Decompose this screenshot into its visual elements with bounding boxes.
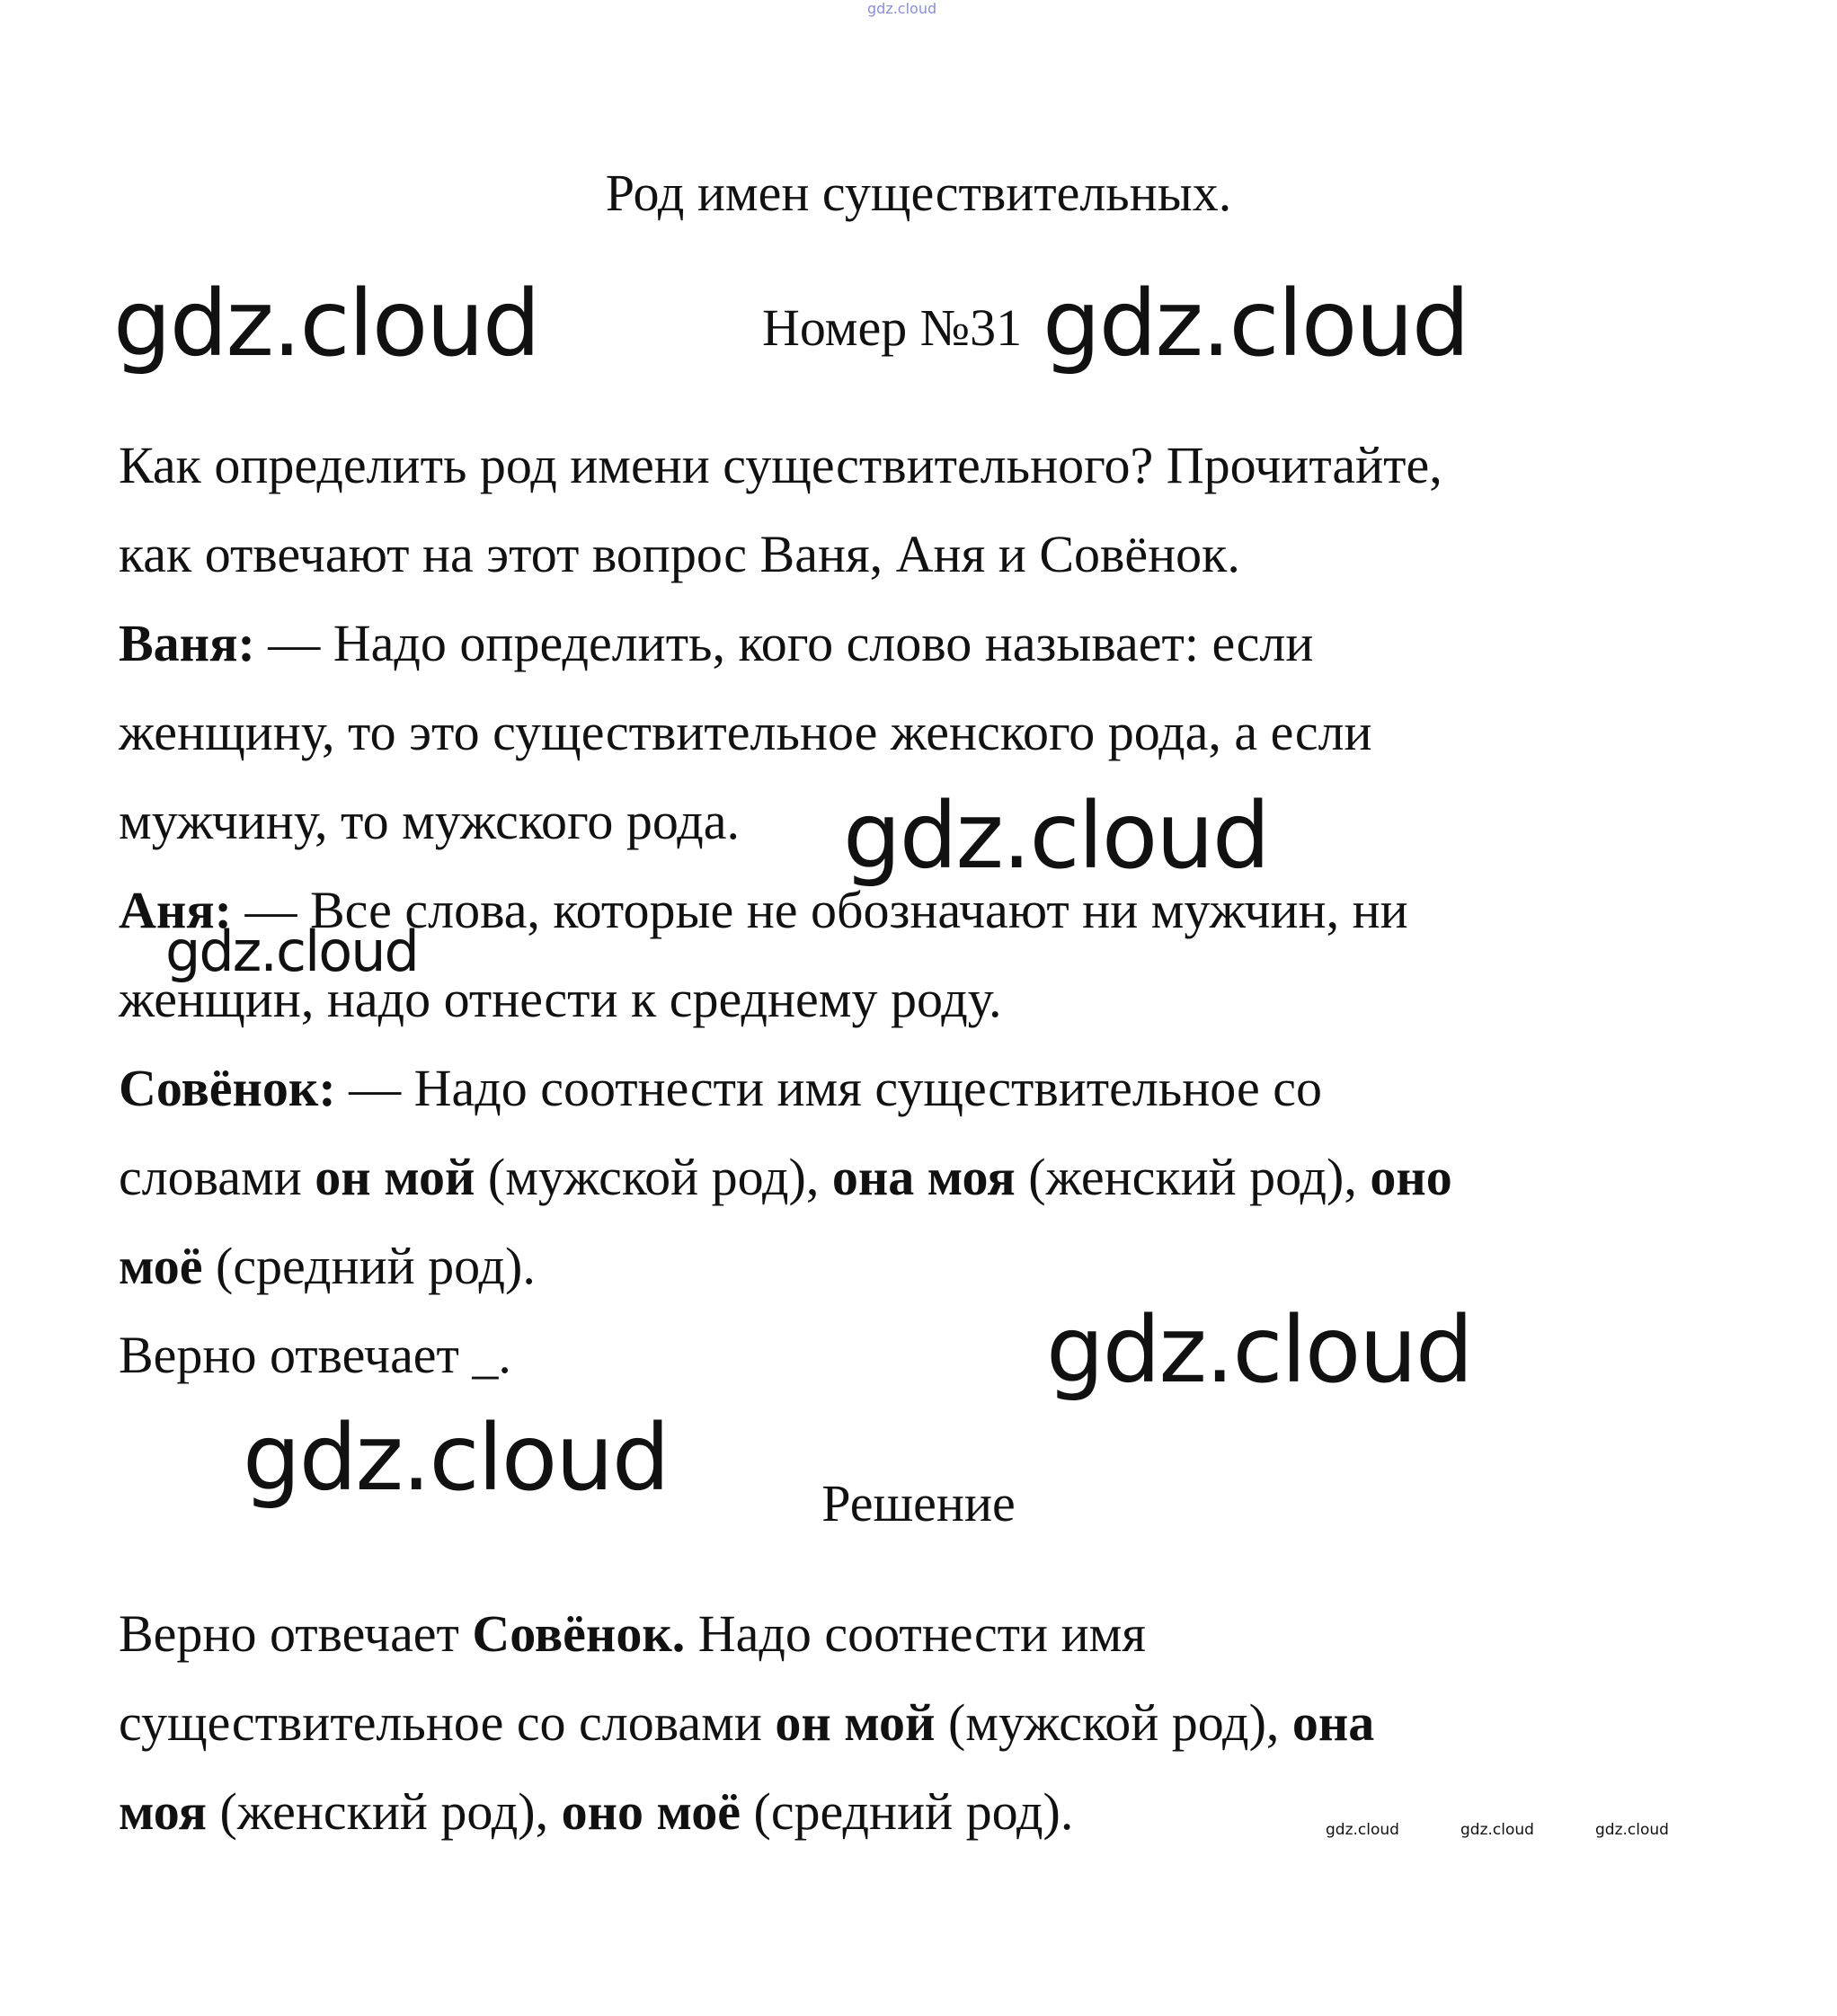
bold-answer: Совёнок. (472, 1604, 686, 1663)
watermark-tiny-2: gdz.cloud (1460, 1821, 1534, 1839)
text-span: Верно отвечает (119, 1604, 473, 1663)
task-prompt: Верно отвечает _. (119, 1326, 511, 1384)
task-intro-line2: как отвечают на этот вопрос Ваня, Аня и Совёнок. (119, 525, 1240, 583)
text-span: (средний род). (741, 1782, 1074, 1841)
solution-text (119, 1589, 1736, 1856)
page-title: Род имен существительных. (605, 164, 1232, 222)
sovenok-answer-line2 (119, 1132, 1736, 1221)
vanya-text: — Надо определить, кого слово называет: если (254, 614, 1314, 672)
watermark-tiny-3: gdz.cloud (1595, 1821, 1669, 1839)
bold-ona: она (1291, 1693, 1375, 1752)
watermark-tiny-1: gdz.cloud (1326, 1821, 1399, 1839)
text-span: (мужской род), (475, 1148, 832, 1206)
text-span: (средний род). (202, 1237, 536, 1295)
text-span: (мужской род), (935, 1693, 1292, 1752)
vanya-answer-line1 (119, 599, 1736, 688)
anya-text: — Все слова, которые не обозначают ни мужчин, ни (232, 881, 1408, 939)
sovenok-answer-line3 (119, 1221, 1736, 1310)
bold-ono-moyo: оно моё (561, 1782, 741, 1841)
task-text (119, 421, 1736, 1404)
sovenok-answer-line1 (119, 1044, 1736, 1132)
text-span: Надо соотнести имя (685, 1604, 1146, 1663)
sovenok-text: — Надо соотнести имя существительное со (335, 1059, 1322, 1117)
watermark-top: gdz.cloud (867, 0, 937, 17)
sovenok-name: Совёнок: (119, 1059, 336, 1117)
bold-ona-moya: она моя (831, 1148, 1016, 1206)
watermark-small-left: gdz.cloud (165, 919, 418, 984)
watermark-left: gdz.cloud (113, 271, 539, 377)
text-span: (женский род), (207, 1782, 562, 1841)
vanya-name: Ваня: (119, 614, 255, 672)
watermark-lower-left: gdz.cloud (243, 1405, 669, 1512)
watermark-middle: gdz.cloud (843, 783, 1269, 890)
task-intro-line1: Как определить род имени существительного? Прочитайте, (119, 436, 1442, 494)
solution-heading: Решение (821, 1474, 1016, 1532)
watermark-lower-right: gdz.cloud (1046, 1297, 1472, 1404)
anya-answer-line2: женщин, надо отнести к среднему роду. (119, 970, 1002, 1028)
solution-line1 (119, 1589, 1736, 1678)
text-span: существительное со словами (119, 1693, 776, 1752)
solution-line3 (119, 1767, 1736, 1856)
bold-ono: оно (1370, 1148, 1452, 1206)
vanya-answer-line3: мужчину, то мужского рода. (119, 792, 740, 850)
exercise-number: Номер №31 (762, 298, 1023, 357)
bold-on-moy: он мой (775, 1693, 936, 1752)
bold-moya: моя (119, 1782, 208, 1841)
anya-name: Аня: (119, 881, 232, 939)
vanya-answer-line2: женщину, то это существительное женского рода, а если (119, 703, 1372, 761)
text-span: (женский род), (1015, 1148, 1371, 1206)
solution-line2 (119, 1678, 1736, 1767)
bold-on-moy: он мой (315, 1148, 475, 1206)
bold-moyo: моё (119, 1237, 203, 1295)
watermark-right: gdz.cloud (1043, 271, 1469, 377)
text-span: словами (119, 1148, 315, 1206)
